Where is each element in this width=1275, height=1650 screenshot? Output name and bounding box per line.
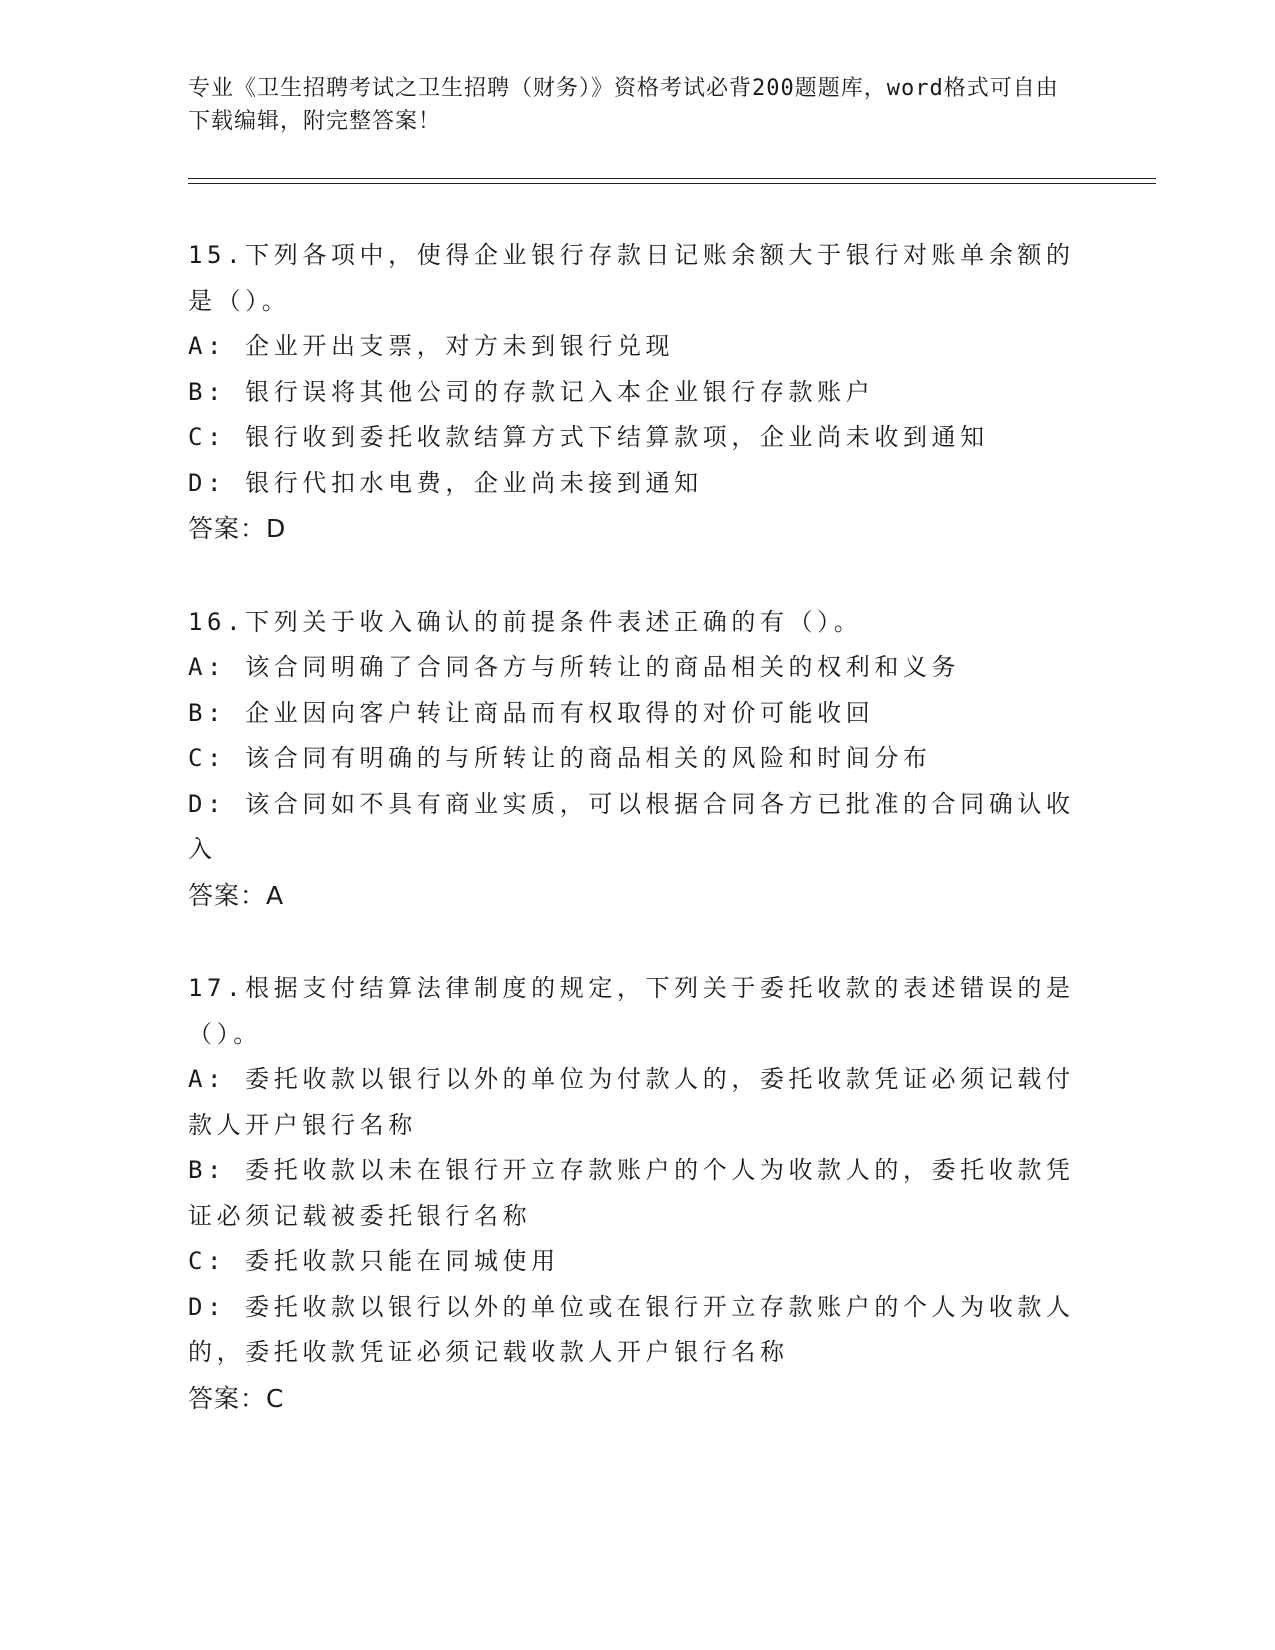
option-letter: A: (188, 1065, 246, 1093)
option-letter: B: (188, 698, 246, 727)
option-text: 委托收款只能在同城使用 (245, 1247, 560, 1275)
option-d (188, 1285, 1088, 1376)
option-letter: C: (188, 744, 246, 772)
question-stem: 17.根据支付结算法律制度的规定，下列关于委托收款的表述错误的是（）。 (188, 974, 1075, 1048)
option-letter: A: (188, 653, 246, 681)
option-letter: C: (188, 1247, 246, 1275)
option-letter: C: (188, 423, 246, 451)
option-c (188, 1239, 1088, 1285)
option-letter: A: (188, 332, 246, 360)
option-text: 银行代扣水电费，企业尚未接到通知 (245, 468, 703, 497)
document-header: 专业《卫生招聘考试之卫生招聘（财务）》资格考试必背200题题库，word格式可自由下载编辑，附完整答案！ (188, 76, 1059, 134)
option-a (188, 645, 1088, 691)
option-letter: D: (188, 789, 246, 818)
option-b (188, 370, 1088, 416)
question-16 (188, 600, 1088, 919)
question-15 (188, 233, 1088, 552)
option-c (188, 415, 1088, 461)
option-a (188, 324, 1088, 370)
option-text: 企业因向客户转让商品而有权取得的对价可能收回 (245, 698, 875, 727)
option-text: 银行收到委托收款结算方式下结算款项，企业尚未收到通知 (245, 423, 989, 451)
answer-label: 答案：C (188, 1383, 285, 1413)
option-text: 银行误将其他公司的存款记入本企业银行存款账户 (245, 377, 875, 406)
option-a (188, 1057, 1088, 1148)
option-text: 委托收款以银行以外的单位为付款人的，委托收款凭证必须记载付款人开户银行名称 (188, 1065, 1075, 1139)
option-letter: B: (188, 1156, 246, 1184)
question-17 (188, 966, 1088, 1421)
option-b (188, 691, 1088, 737)
option-text: 委托收款以银行以外的单位或在银行开立存款账户的个人为收款人的，委托收款凭证必须记载收款人开户银行名称 (188, 1292, 1075, 1366)
question-stem: 16.下列关于收入确认的前提条件表述正确的有（）。 (188, 607, 863, 636)
option-c (188, 736, 1088, 782)
question-list (188, 233, 1088, 1469)
option-text: 企业开出支票，对方未到银行兑现 (245, 332, 675, 360)
answer-label: 答案：A (188, 880, 285, 910)
header-divider-top (188, 178, 1156, 179)
option-text: 该合同明确了合同各方与所转让的商品相关的权利和义务 (245, 653, 961, 681)
option-b (188, 1148, 1088, 1239)
option-d (188, 461, 1088, 507)
header-divider-bottom (188, 183, 1156, 184)
option-text: 该合同如不具有商业实质，可以根据合同各方已批准的合同确认收入 (188, 789, 1075, 863)
question-stem: 15.下列各项中，使得企业银行存款日记账余额大于银行对账单余额的是（）。 (188, 241, 1075, 315)
option-letter: D: (188, 468, 246, 497)
answer-label: 答案：D (188, 514, 287, 543)
option-text: 该合同有明确的与所转让的商品相关的风险和时间分布 (245, 744, 932, 772)
option-letter: B: (188, 377, 246, 406)
option-d (188, 782, 1088, 873)
option-text: 委托收款以未在银行开立存款账户的个人为收款人的，委托收款凭证必须记载被委托银行名称 (188, 1156, 1075, 1230)
option-letter: D: (188, 1292, 246, 1321)
